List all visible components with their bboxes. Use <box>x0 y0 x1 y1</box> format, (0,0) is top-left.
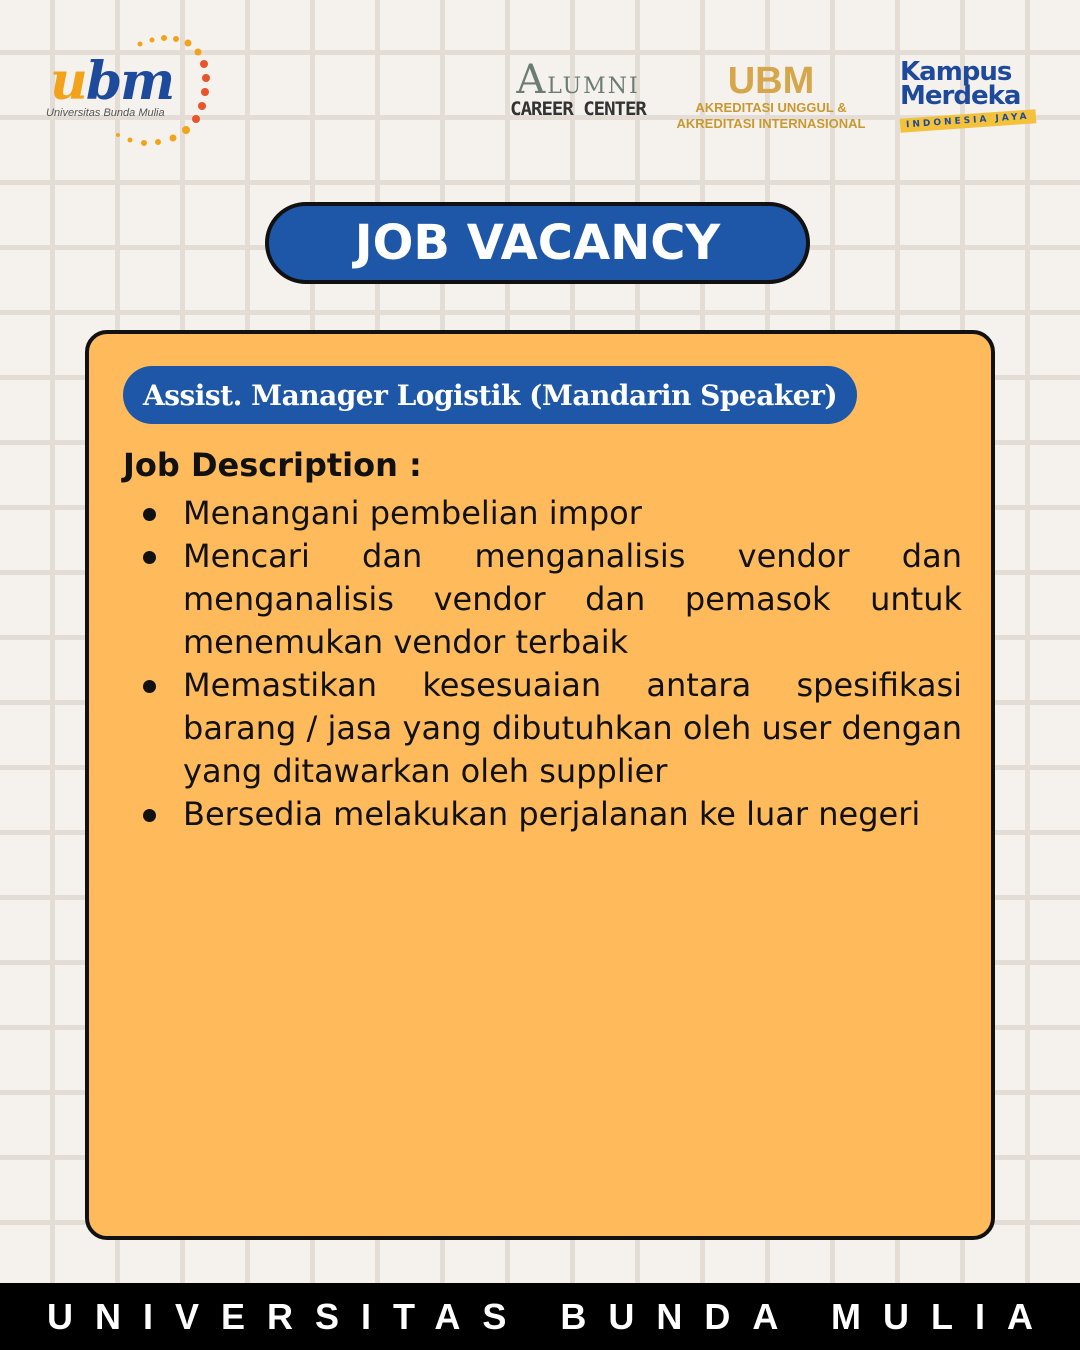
accreditation-logo-title: UBM <box>727 60 815 102</box>
list-item: Menangani pembelian impor <box>183 492 962 535</box>
accreditation-logo <box>664 62 878 132</box>
job-vacancy-title: JOB VACANCY <box>354 215 721 271</box>
position-title: Assist. Manager Logistik (Mandarin Speaker) <box>143 378 838 412</box>
list-item: Bersedia melakukan perjalanan ke luar negeri <box>183 793 962 836</box>
kampus-merdeka-line-1: Kampus <box>900 57 1012 87</box>
bullet-icon <box>143 809 156 822</box>
bullet-icon <box>143 508 156 521</box>
bullet-icon <box>143 551 156 564</box>
accreditation-logo-line-2: AKREDITASI INTERNASIONAL <box>676 116 866 131</box>
job-description-list <box>127 492 962 836</box>
kampus-merdeka-line-2: Merdeka <box>900 81 1021 111</box>
kampus-merdeka-logo <box>900 57 1040 140</box>
alumni-logo-title: ALUMNI <box>516 57 640 103</box>
list-item: Mencari dan menganalisis vendor dan menganalisis vendor dan pemasok untuk menemukan vendor terbaik <box>183 535 962 664</box>
ubm-logo-word: ubm <box>50 51 174 112</box>
position-title-pill <box>123 366 857 424</box>
alumni-logo-subtitle: CAREER CENTER <box>510 98 646 120</box>
kampus-merdeka-band: INDONESIA JAYA <box>900 109 1036 132</box>
alumni-career-center-logo <box>508 57 648 130</box>
ubm-logo-subtitle: Universitas Bunda Mulia <box>46 107 165 119</box>
footer-bar <box>0 1283 1080 1350</box>
list-item: Memastikan kesesuaian antara spesifikasi barang / jasa yang dibutuhkan oleh user dengan yang ditawarkan oleh supplier <box>183 664 962 793</box>
footer-university-name: UNIVERSITAS BUNDA MULIA <box>47 1295 1055 1337</box>
job-vacancy-banner <box>265 202 810 284</box>
ubm-logo <box>40 30 215 155</box>
bullet-icon <box>143 680 156 693</box>
job-description-heading: Job Description : <box>123 446 422 484</box>
accreditation-logo-line-1: AKREDITASI UNGGUL & <box>695 100 847 115</box>
job-card <box>85 330 995 1240</box>
